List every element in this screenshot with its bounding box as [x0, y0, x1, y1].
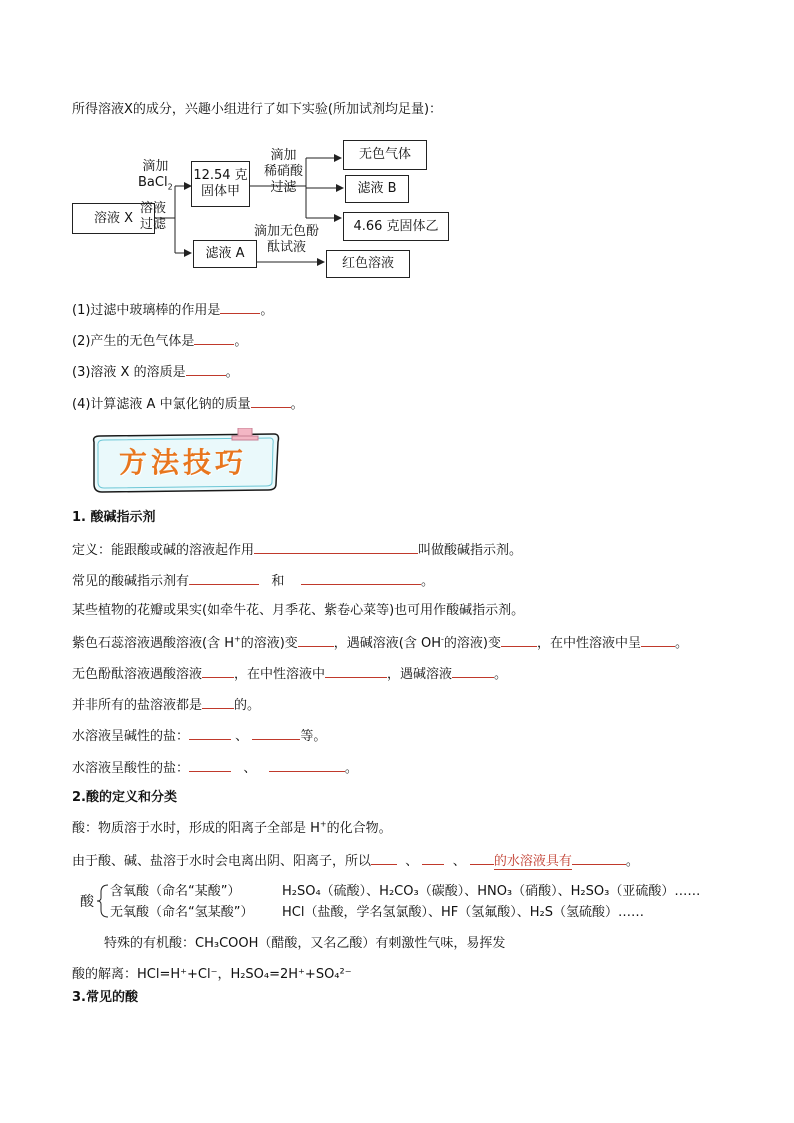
solution-x-box: 溶液 X [72, 203, 155, 234]
method-tips-banner [88, 428, 284, 498]
solid-yi-box: 4.66 克固体乙 [343, 212, 449, 241]
non-oxyacid-category: 无氧酸（命名“氢某酸”） [110, 905, 254, 920]
phenolphthalein-behavior: 无色酚酞溶液遇酸溶液 ，在中性溶液中 ，遇碱溶液 。 [72, 667, 508, 682]
common-indicators: 常见的酸碱指示剂有 和 。 [72, 574, 434, 589]
solid-jia-box: 12.54 克 固体甲 [191, 161, 250, 207]
answer-blank[interactable] [186, 363, 226, 376]
answer-blank[interactable] [202, 696, 234, 709]
answer-blank[interactable] [252, 727, 300, 740]
salt-solution-note: 并非所有的盐溶液都是 的。 [72, 698, 261, 713]
section-1-heading: 1. 酸碱指示剂 [72, 510, 156, 525]
acid-label: 酸 [80, 894, 94, 910]
question-1: (1)过滤中玻璃棒的作用是 。 [72, 303, 274, 318]
red-solution-box: 红色溶液 [326, 250, 410, 278]
indicator-definition: 定义：能跟酸或碱的溶液起作用 叫做酸碱指示剂。 [72, 543, 523, 558]
plant-indicators: 某些植物的花瓣或果实(如牵牛花、月季花、紫卷心菜等)也可用作酸碱指示剂。 [72, 603, 525, 618]
question-2: (2)产生的无色气体是 。 [72, 334, 248, 349]
acid-ionization-note: 由于酸、碱、盐溶于水时会电离出阴、阳离子，所以 、 、 的水溶液具有 。 [72, 854, 639, 869]
question-4: (4)计算滤液 A 中氯化钠的质量 。 [72, 397, 304, 412]
add-hno3-label: 滴加 稀硝酸 过滤 [264, 148, 304, 195]
solution-filter-label: 溶液 过滤 [140, 201, 167, 232]
answer-blank[interactable] [189, 759, 231, 772]
acidic-salts: 水溶液呈酸性的盐： 、 。 [72, 761, 358, 776]
organic-acid-note: 特殊的有机酸：CH₃COOH（醋酸，又名乙酸）有刺激性气味，易挥发 [104, 936, 506, 951]
answer-blank[interactable] [298, 634, 334, 647]
answer-blank[interactable] [251, 395, 291, 408]
answer-blank[interactable] [422, 852, 444, 865]
litmus-behavior: 紫色石蕊溶液遇酸溶液(含 H+的溶液)变 ，遇碱溶液(含 OH-的溶液)变 ，在中性溶液中呈 。 [72, 634, 688, 651]
filtrate-a-box: 滤液 A [193, 240, 257, 268]
answer-blank[interactable] [452, 665, 494, 678]
acid-dissociation: 酸的解离：HCl=H⁺+Cl⁻，H₂SO₄=2H⁺+SO₄²⁻ [72, 967, 352, 982]
non-oxyacid-examples: HCl（盐酸，学名氢氯酸）、HF（氢氟酸）、H₂S（氢硫酸）…… [282, 905, 644, 920]
answer-blank[interactable] [220, 301, 260, 314]
banner-title: 方法技巧 [118, 446, 247, 479]
answer-blank[interactable] [189, 572, 259, 585]
answer-blank[interactable] [501, 634, 537, 647]
answer-blank[interactable] [470, 852, 494, 865]
classification-brace [96, 884, 110, 918]
red-answer-text: 的水溶液具有 [493, 854, 572, 869]
oxyacid-examples: H₂SO₄（硫酸）、H₂CO₃（碳酸）、HNO₃（硝酸）、H₂SO₃（亚硫酸）…… [282, 884, 701, 899]
answer-blank[interactable] [254, 541, 418, 554]
answer-blank[interactable] [371, 852, 397, 865]
answer-blank[interactable] [301, 572, 421, 585]
section-2-heading: 2.酸的定义和分类 [72, 790, 177, 805]
add-bacl2-label: 滴加 BaCl$_2$ [138, 159, 173, 192]
answer-blank[interactable] [269, 759, 345, 772]
answer-blank[interactable] [572, 852, 626, 865]
answer-blank[interactable] [194, 332, 234, 345]
answer-blank[interactable] [189, 727, 231, 740]
intro-text: 所得溶液X的成分，兴趣小组进行了如下实验(所加试剂均足量)： [72, 102, 443, 117]
answer-blank[interactable] [202, 665, 234, 678]
answer-blank[interactable] [325, 665, 387, 678]
add-phenolphthalein-label: 滴加无色酚 酞试液 [254, 224, 320, 255]
oxyacid-category: 含氧酸（命名“某酸”） [110, 884, 241, 899]
acid-definition: 酸：物质溶于水时，形成的阳离子全部是 H+的化合物。 [72, 819, 392, 836]
filtrate-b-box: 滤液 B [345, 175, 409, 203]
colorless-gas-box: 无色气体 [343, 140, 427, 170]
section-3-heading: 3.常见的酸 [72, 990, 138, 1005]
answer-blank[interactable] [641, 634, 675, 647]
basic-salts: 水溶液呈碱性的盐： 、 等。 [72, 729, 327, 744]
question-3: (3)溶液 X 的溶质是 。 [72, 365, 239, 380]
